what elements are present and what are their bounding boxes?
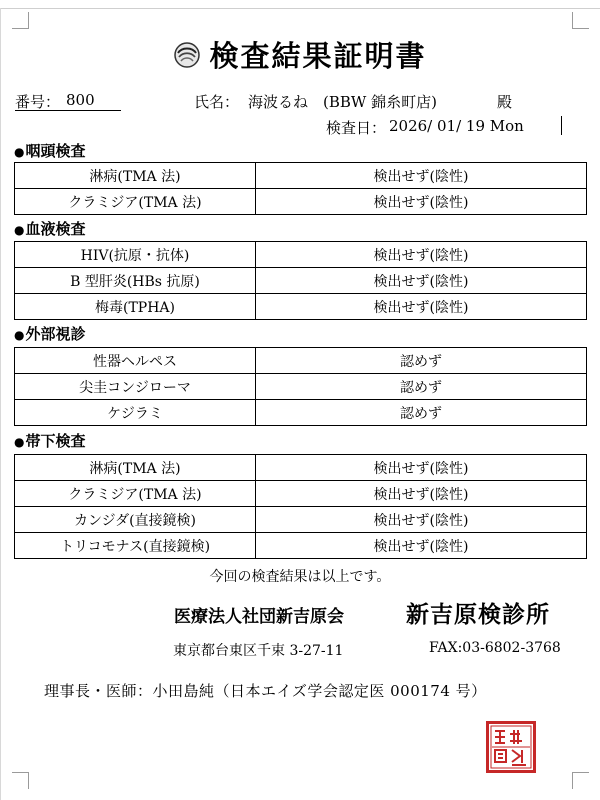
table-row bbox=[15, 481, 587, 507]
test-result: 検出せず(陰性) bbox=[256, 481, 587, 507]
test-result: 認めず bbox=[256, 348, 587, 374]
table-row bbox=[15, 348, 587, 374]
table-row bbox=[15, 507, 587, 533]
page-edge-left bbox=[0, 8, 1, 800]
section-heading-pharynx: ●咽頭検査 bbox=[14, 142, 86, 160]
corner-mark bbox=[572, 772, 589, 789]
test-item: HIV(抗原・抗体) bbox=[15, 242, 256, 268]
results-table-external bbox=[14, 347, 587, 426]
exam-date-value: 2026/ 01/ 19 Mon bbox=[389, 117, 524, 135]
section-heading-external: ●外部視診 bbox=[14, 325, 86, 343]
director-line: 理事長・医師：小田島純（日本エイズ学会認定医 000174 号） bbox=[44, 682, 487, 700]
section-heading-discharge: ●帯下検査 bbox=[14, 432, 86, 450]
test-result: 検出せず(陰性) bbox=[256, 242, 587, 268]
test-result: 認めず bbox=[256, 374, 587, 400]
corner-mark bbox=[12, 12, 29, 29]
document-title: 検査結果証明書 bbox=[209, 39, 427, 73]
section-heading-blood: ●血液検査 bbox=[14, 220, 86, 238]
results-table-pharynx bbox=[14, 162, 587, 215]
test-item: B 型肝炎(HBs 抗原) bbox=[15, 268, 256, 294]
honorific: 殿 bbox=[497, 93, 513, 111]
test-result: 認めず bbox=[256, 400, 587, 426]
table-row bbox=[15, 374, 587, 400]
corner-mark bbox=[572, 12, 589, 29]
bullet-icon: ● bbox=[14, 223, 25, 237]
bullet-icon: ● bbox=[14, 145, 25, 159]
clinic-fax: FAX:03-6802-3768 bbox=[429, 640, 561, 656]
exam-date-label: 検査日： bbox=[326, 119, 387, 137]
closing-statement: 今回の検査結果は以上です。 bbox=[209, 569, 391, 585]
test-item: クラミジア(TMA 法) bbox=[15, 189, 256, 215]
table-row bbox=[15, 163, 587, 189]
bullet-icon: ● bbox=[14, 328, 25, 342]
table-row bbox=[15, 455, 587, 481]
test-item: ケジラミ bbox=[15, 400, 256, 426]
number-value: 800 bbox=[66, 91, 95, 109]
corner-mark bbox=[12, 772, 29, 789]
bullet-icon: ● bbox=[14, 435, 25, 449]
title-row bbox=[0, 34, 600, 75]
test-item: 性器ヘルペス bbox=[15, 348, 256, 374]
name-value: 海波るね (BBW 錦糸町店) bbox=[248, 93, 437, 111]
test-result: 検出せず(陰性) bbox=[256, 163, 587, 189]
table-row bbox=[15, 400, 587, 426]
table-row bbox=[15, 242, 587, 268]
logo-icon bbox=[173, 41, 201, 69]
test-result: 検出せず(陰性) bbox=[256, 268, 587, 294]
test-item: トリコモナス(直接鏡検) bbox=[15, 533, 256, 559]
test-item: 梅毒(TPHA) bbox=[15, 294, 256, 320]
clinic-address: 東京都台東区千束 3-27-11 bbox=[173, 643, 344, 659]
clinic-name: 新吉原検診所 bbox=[406, 601, 550, 628]
name-label: 氏名： bbox=[194, 93, 240, 111]
number-underline bbox=[15, 110, 121, 111]
results-table-blood bbox=[14, 241, 587, 320]
table-row bbox=[15, 189, 587, 215]
test-result: 検出せず(陰性) bbox=[256, 455, 587, 481]
test-item: カンジダ(直接鏡検) bbox=[15, 507, 256, 533]
test-result: 検出せず(陰性) bbox=[256, 189, 587, 215]
table-row bbox=[15, 268, 587, 294]
test-item: クラミジア(TMA 法) bbox=[15, 481, 256, 507]
test-item: 淋病(TMA 法) bbox=[15, 455, 256, 481]
table-row bbox=[15, 533, 587, 559]
table-row bbox=[15, 294, 587, 320]
test-result: 検出せず(陰性) bbox=[256, 533, 587, 559]
results-table-discharge bbox=[14, 454, 587, 559]
test-item: 尖圭コンジローマ bbox=[15, 374, 256, 400]
test-result: 検出せず(陰性) bbox=[256, 507, 587, 533]
organization-name: 医療法人社団新吉原会 bbox=[174, 607, 344, 627]
test-result: 検出せず(陰性) bbox=[256, 294, 587, 320]
page-edge-top bbox=[0, 8, 600, 9]
test-item: 淋病(TMA 法) bbox=[15, 163, 256, 189]
seal-stamp bbox=[486, 721, 536, 773]
number-label: 番号： bbox=[15, 93, 61, 111]
text-cursor bbox=[561, 116, 562, 135]
